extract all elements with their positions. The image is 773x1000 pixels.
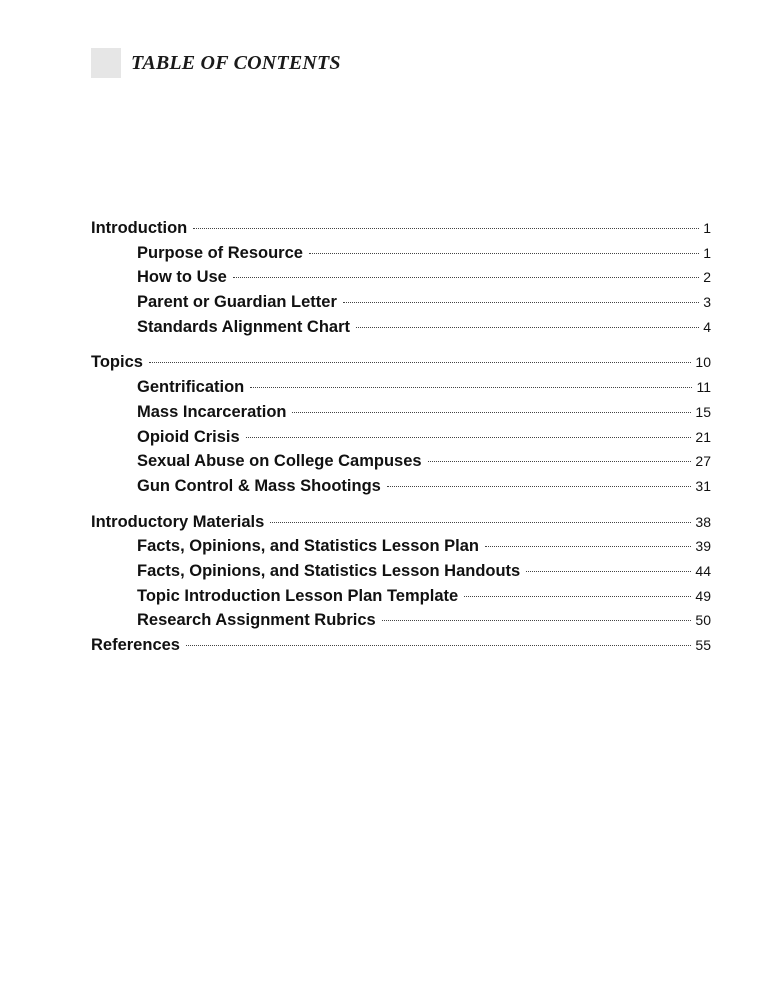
section-spacer <box>91 502 711 513</box>
toc-leader-dots <box>270 521 691 523</box>
toc-entry-title: Mass Incarceration <box>137 402 287 421</box>
toc-entry-title: Introductory Materials <box>91 512 265 531</box>
toc-page-number: 49 <box>695 587 711 604</box>
toc-leader-dots <box>343 301 699 303</box>
toc-entry-mass-incarceration[interactable] <box>91 403 711 428</box>
toc-page-number: 50 <box>695 612 711 629</box>
toc-leader-dots <box>193 227 699 229</box>
toc-entry-title: Purpose of Resource <box>137 243 303 262</box>
toc-entry-title: Facts, Opinions, and Statistics Lesson Plan <box>137 537 479 556</box>
toc-entry-topics[interactable] <box>91 353 711 378</box>
page-header <box>91 48 341 78</box>
toc-entry-how-to-use[interactable] <box>91 268 711 293</box>
toc-entry-title: Gentrification <box>137 378 245 397</box>
toc-entry-title: Sexual Abuse on College Campuses <box>137 452 422 471</box>
toc-entry-title: How to Use <box>137 268 227 287</box>
toc-entry-lesson-plan[interactable] <box>91 537 711 562</box>
toc-page-number: 21 <box>695 428 711 445</box>
section-spacer <box>91 342 711 353</box>
toc-entry-title: Facts, Opinions, and Statistics Lesson Handouts <box>137 561 521 580</box>
toc-page-number: 38 <box>695 513 711 530</box>
toc-leader-dots <box>356 326 699 328</box>
toc-leader-dots <box>526 570 691 572</box>
toc-page-number: 3 <box>703 294 711 311</box>
toc-entry-introductory-materials[interactable] <box>91 513 711 538</box>
toc-page-number: 15 <box>695 403 711 420</box>
toc-page-number: 1 <box>703 244 711 261</box>
toc-leader-dots <box>246 436 692 438</box>
toc-entry-title: Topic Introduction Lesson Plan Template <box>137 586 459 605</box>
toc-entry-title: Parent or Guardian Letter <box>137 293 337 312</box>
toc-entry-gentrification[interactable] <box>91 378 711 403</box>
toc-page-number: 10 <box>695 354 711 371</box>
toc-page-number: 27 <box>695 453 711 470</box>
toc-entry-lesson-handouts[interactable] <box>91 562 711 587</box>
toc-page-number: 11 <box>696 379 711 396</box>
toc-entry-references[interactable] <box>91 636 711 661</box>
toc-entry-title: Topics <box>91 353 143 372</box>
toc-page-number: 31 <box>695 477 711 494</box>
toc-leader-dots <box>309 252 699 254</box>
toc-entry-title: Opioid Crisis <box>137 427 240 446</box>
toc-entry-standards-alignment-chart[interactable] <box>91 318 711 343</box>
toc-entry-sexual-abuse-college[interactable] <box>91 452 711 477</box>
toc-entry-title: References <box>91 636 180 654</box>
table-of-contents <box>91 219 711 661</box>
toc-leader-dots <box>382 619 692 621</box>
toc-leader-dots <box>387 485 692 487</box>
toc-entry-purpose-of-resource[interactable] <box>91 244 711 269</box>
toc-leader-dots <box>149 361 691 363</box>
toc-entry-title: Standards Alignment Chart <box>137 317 350 336</box>
toc-entry-introduction[interactable] <box>91 219 711 244</box>
toc-page-number: 39 <box>695 538 711 555</box>
toc-page-number: 1 <box>703 220 711 236</box>
toc-leader-dots <box>186 644 691 646</box>
toc-page-number: 55 <box>695 637 711 653</box>
toc-entry-topic-intro-template[interactable] <box>91 587 711 612</box>
toc-entry-parent-guardian-letter[interactable] <box>91 293 711 318</box>
toc-leader-dots <box>428 460 692 462</box>
header-decoration-box <box>91 48 121 78</box>
toc-entry-research-rubrics[interactable] <box>91 611 711 636</box>
toc-leader-dots <box>250 386 692 388</box>
toc-entry-gun-control[interactable] <box>91 477 711 502</box>
toc-page-number: 2 <box>703 269 711 286</box>
toc-entry-opioid-crisis[interactable] <box>91 428 711 453</box>
toc-page-number: 44 <box>695 562 711 579</box>
toc-entry-title: Gun Control & Mass Shootings <box>137 476 381 495</box>
toc-leader-dots <box>485 545 691 547</box>
toc-leader-dots <box>233 276 699 278</box>
toc-leader-dots <box>464 595 691 597</box>
toc-entry-title: Research Assignment Rubrics <box>137 611 376 630</box>
toc-page-number: 4 <box>703 318 711 335</box>
toc-entry-title: Introduction <box>91 219 188 237</box>
page-title: TABLE OF CONTENTS <box>131 51 341 74</box>
toc-leader-dots <box>292 411 691 413</box>
